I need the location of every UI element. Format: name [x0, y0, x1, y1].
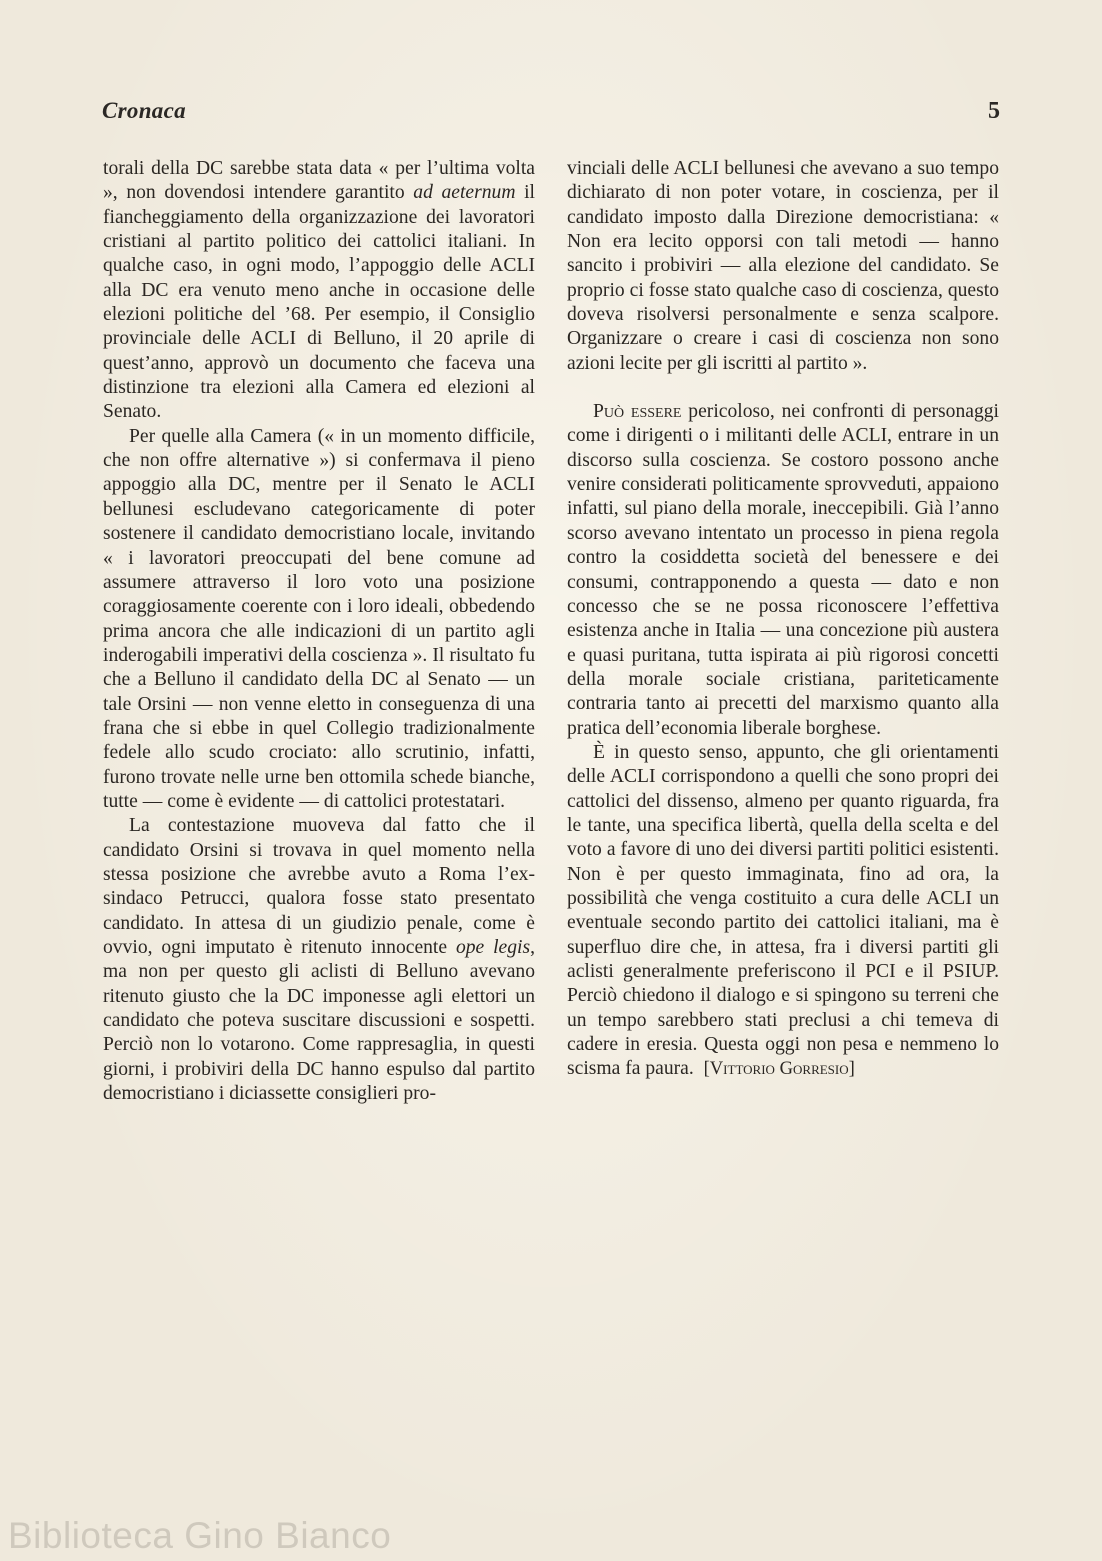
paragraph [103, 425, 535, 815]
page-header [102, 98, 1000, 132]
page-number: 5 [988, 98, 1000, 124]
paragraph [567, 400, 999, 741]
paragraph-text: torali della DC sarebbe stata data « per l’ultima volta », non dovendosi intendere garantito [103, 158, 535, 204]
paragraph-text: Per quelle alla Camera (« in un momento difficile, che non offre alternative ») si confermava il pieno appoggio alla DC, mentre per il Senato le ACLI bellunesi escludevano categoricamente di poter sostenere il candidato democristiano locale, invitando « i lavoratori preoccupati del bene comune ad assumere attraverso il loro voto una posizione coraggiosamente coerente con i loro ideali, obbedendo prima ancora che alle indicazioni di un partito agli inderogabili imperativi della coscienza ». Il risultato fu che a Belluno il candidato della DC al Senato — un tale Orsini — non venne eletto in conseguenza di una frana che si ebbe in quel Collegio tradizionalmente fedele allo scudo crociato: allo scrutinio, infatti, furono trovate nelle urne ben ottomila schede bianche, tutte — come è evidente — di cattolici protestatari. [103, 425, 535, 812]
latin-phrase: ope legis [455, 937, 531, 958]
left-column [103, 157, 535, 1106]
latin-phrase: ad aeternum [413, 182, 516, 204]
paragraph-text: il fiancheggiamento della organizzazione dei lavoratori cristiani al partito politico dei cattolici italiani. In qualche caso, in ogni modo, l’appoggio delle ACLI alla DC era venuto meno anche in occasione delle elezioni politiche del ’68. Per esempio, il Consiglio provinciale delle ACLI di Belluno, il 20 aprile di quest’anno, approvò un documento che faceva una distinzione tra elezioni alla Camera ed elezioni al Senato. [103, 182, 535, 423]
paragraph [567, 741, 999, 1082]
paragraph-text: È in questo senso, appunto, che gli orientamenti delle ACLI corrispondono a quelli che sono propri dei cattolici del dissenso, almeno per quanto riguarda, fra le tante, una specifica libertà, quella della scelta e del voto a favore di uno dei diversi partiti politici esistenti. Non è per questo immaginata, fino ad ora, la possibilità che venga costituito a cura delle ACLI un eventuale secondo partito dei cattolici italiani, ma è superfluo dire che, in attesa, fra i diversi partiti gli aclisti generalmente preferiscono il PCI e il PSIUP. Perciò chiedono il dialogo e si spingono su terreni che un tempo sarebbero stati preclusi a chi temeva di cadere in eresia. Questa oggi non pesa e nemmeno lo scisma fa paura. [567, 741, 999, 1080]
paragraph [567, 157, 999, 376]
paragraph-text: La contestazione muoveva dal fatto che il candidato Orsini si trovava in quel momento nella stessa posizione che avrebbe avuto a Roma l’ex-sindaco Petrucci, qualora fosse stato presentato candidato. In attesa di un giudizio penale, come è ovvio, ogni imputato è ritenuto innocente [103, 815, 535, 958]
paragraph-text: vinciali delle ACLI bellunesi che avevano a suo tempo dichiarato di non poter votare, in coscienza, per il candidato imposto dalla Direzione democristiana: « Non era lecito opporsi con tali metodi — hanno sancito i probiviri — alla elezione del candidato. Se proprio ci fosse stato qualche caso di coscienza, questo doveva risolversi personalmente e senza scalpore. Organizzare o creare i casi di coscienza non sono azioni lecite per gli iscritti al partito ». [567, 158, 999, 374]
paragraph [103, 814, 535, 1106]
library-watermark: Biblioteca Gino Bianco [8, 1515, 392, 1556]
author-signature: [Vittorio Gorresio] [703, 1058, 855, 1080]
right-column [567, 157, 999, 1082]
paragraph-text: , ma non per questo gli aclisti di Belluno avevano ritenuto giusto che la DC imponesse agli elettori un candidato che poteva suscitare discussioni e sospetti. Perciò non lo votarono. Come rappresaglia, in questi giorni, i probiviri della DC hanno espulso dal partito democristiano i diciassette consiglieri pro- [103, 937, 535, 1105]
paragraph-text: pericoloso, nei confronti di personaggi come i dirigenti o i militanti delle ACLI, entrare in un discorso sulla coscienza. Se costoro possono anche venire considerati politicamente sprovveduti, appaiono infatti, sul piano della morale, ineccepibili. Già l’anno scorso avevano intentato un processo in piena regola contro la cosiddetta società del benessere e dei consumi, contrapponendo a questa — dato e non concesso che se ne possa riconoscere l’effettiva esistenza anche in Italia — una concezione più austera e quasi puritana, tutta ispirata ai più rigorosi concetti della morale sociale cristiana, pariteticamente contraria tanto ai precetti del marxismo quanto alla pratica dell’economia liberale borghese. [567, 401, 999, 739]
running-head: Cronaca [102, 98, 186, 123]
paragraph [103, 157, 535, 425]
section-lead: Può essere [593, 401, 682, 423]
